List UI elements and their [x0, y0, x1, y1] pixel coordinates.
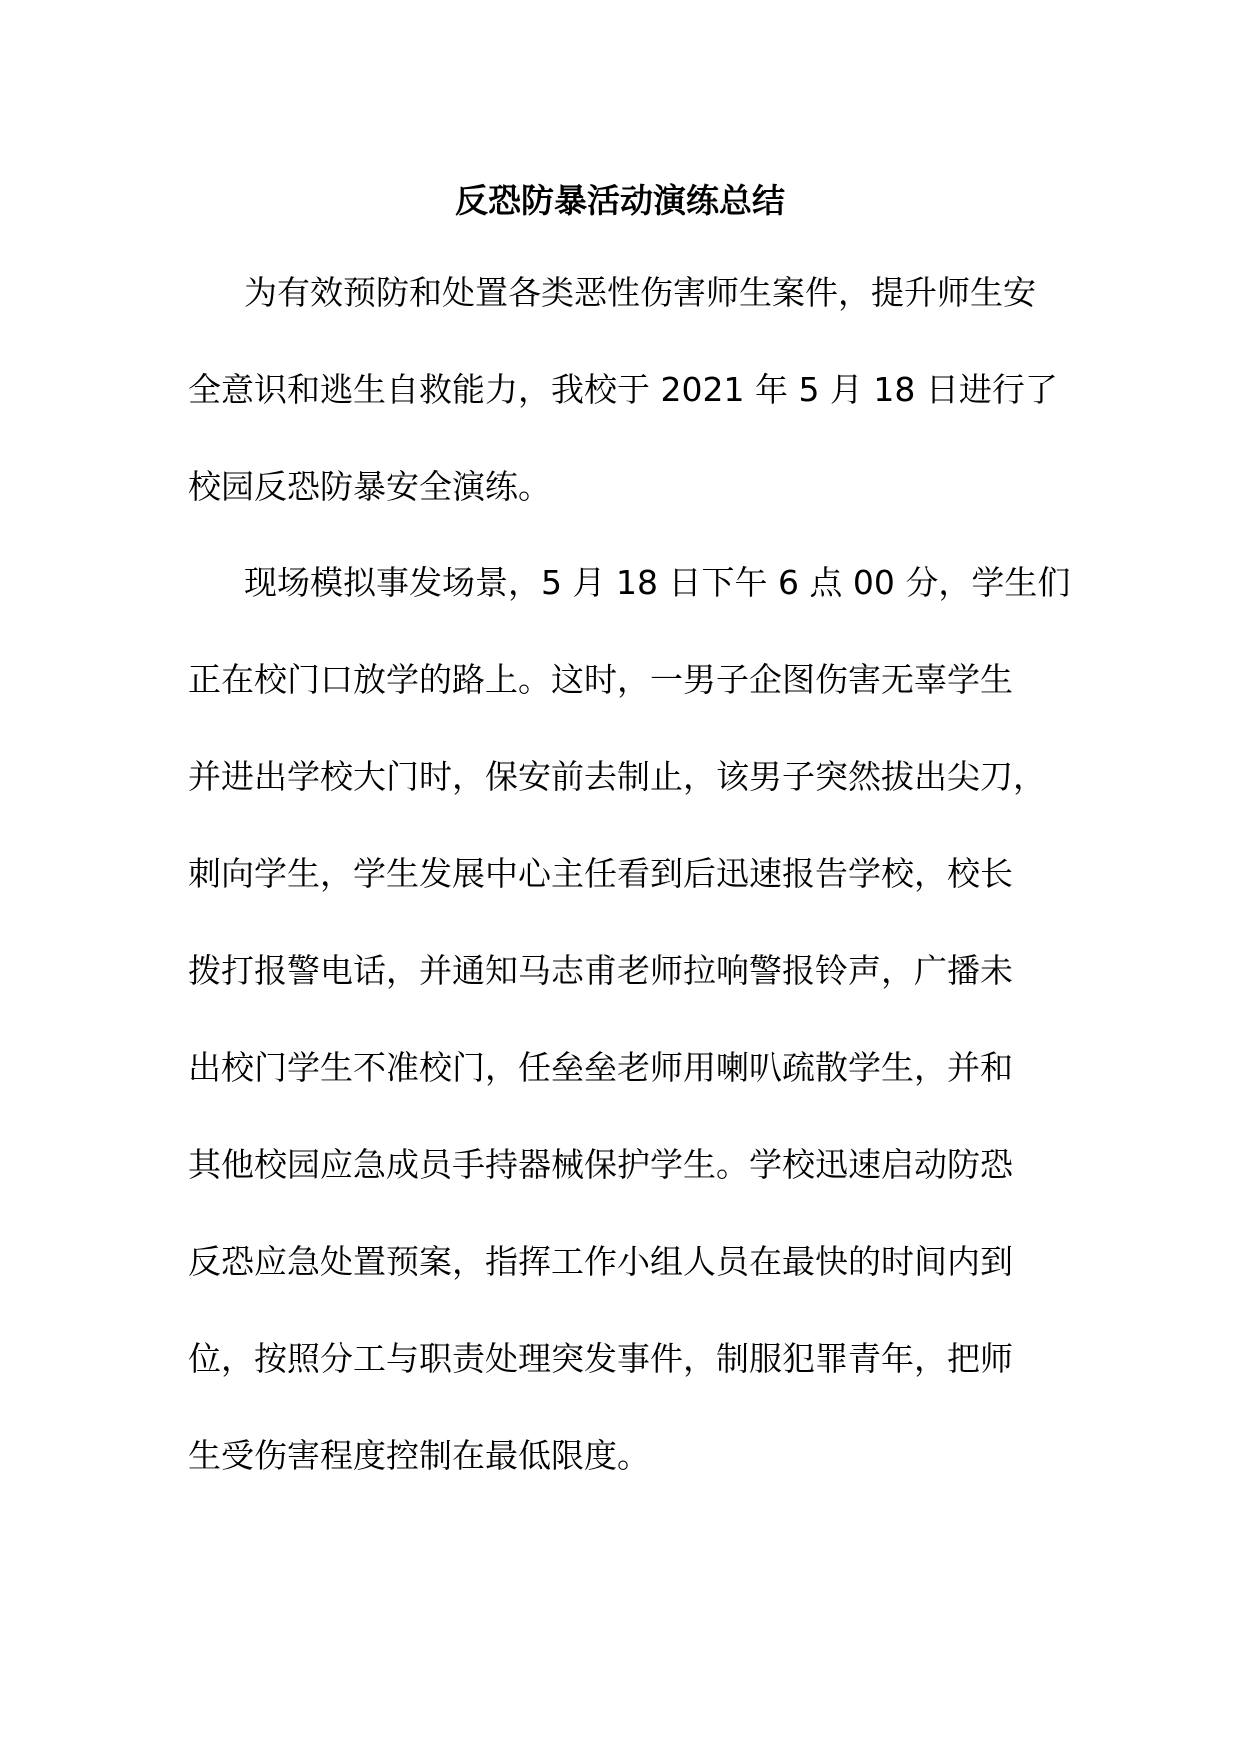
- paragraph-1-line-1: 为有效预防和处置各类恶性伤害师生案件，提升师生安: [244, 273, 1036, 312]
- paragraph-1-line-3: 校园反恐防暴安全演练。: [188, 467, 551, 506]
- paragraph-2-line-9: 位，按照分工与职责处理突发事件，制服犯罪青年，把师: [188, 1339, 1013, 1378]
- paragraph-2-line-10: 生受伤害程度控制在最低限度。: [188, 1436, 650, 1475]
- paragraph-2: [188, 534, 1071, 1504]
- paragraph-2-line-5: 拨打报警电话，并通知马志甫老师拉响警报铃声，广播未: [188, 951, 1013, 990]
- paragraph-2-line-7: 其他校园应急成员手持器械保护学生。学校迅速启动防恐: [188, 1145, 1013, 1184]
- paragraph-1-line-2: 全意识和逃生自救能力，我校于 2021 年 5 月 18 日进行了: [188, 370, 1058, 409]
- paragraph-2-line-4: 刺向学生，学生发展中心主任看到后迅速报告学校，校长: [188, 854, 1013, 893]
- paragraph-2-line-8: 反恐应急处置预案，指挥工作小组人员在最快的时间内到: [188, 1242, 1013, 1281]
- paragraph-2-line-6: 出校门学生不准校门，任垒垒老师用喇叭疏散学生，并和: [188, 1048, 1013, 1087]
- paragraph-2-line-2: 正在校门口放学的路上。这时，一男子企图伤害无辜学生: [188, 660, 1013, 699]
- document-title: 反恐防暴活动演练总结: [455, 181, 785, 220]
- paragraph-2-line-1: 现场模拟事发场景，5 月 18 日下午 6 点 00 分，学生们: [244, 563, 1071, 602]
- paragraph-2-line-3: 并进出学校大门时，保安前去制止，该男子突然拔出尖刀，: [188, 757, 1046, 796]
- paragraph-1: [188, 244, 1068, 535]
